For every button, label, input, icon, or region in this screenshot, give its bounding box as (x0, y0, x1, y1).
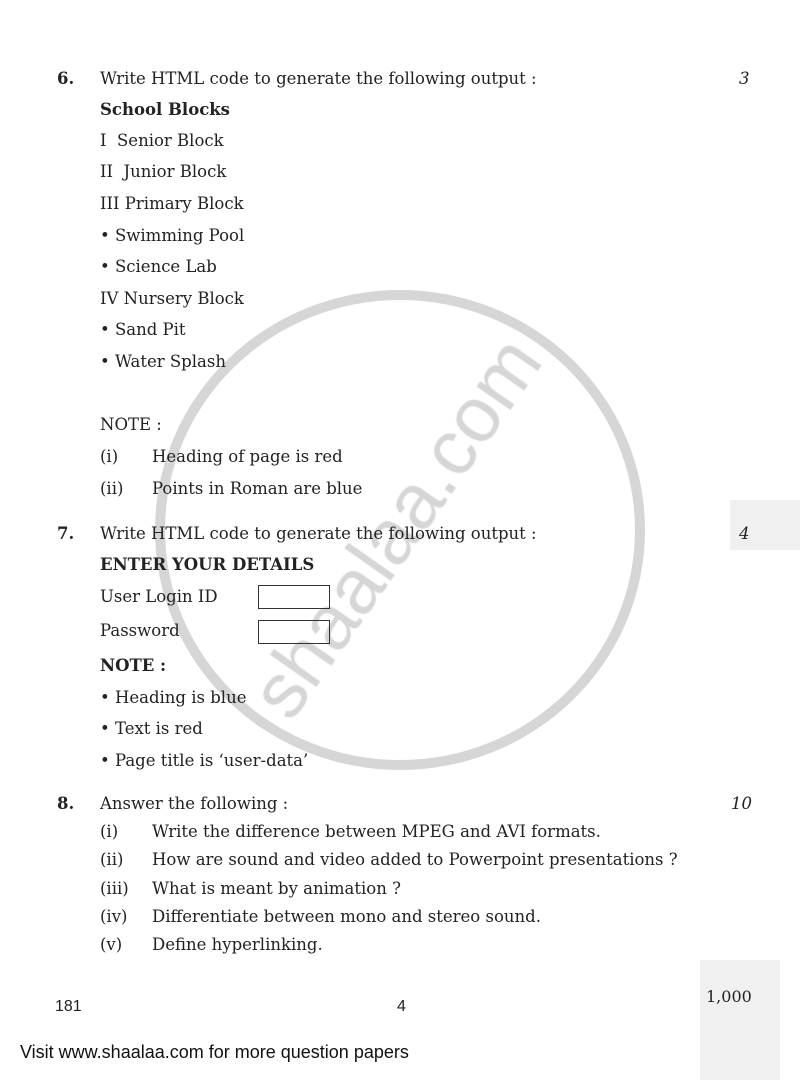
output-heading: School Blocks (100, 100, 230, 119)
visit-link[interactable]: Visit www.shaalaa.com for more question papers (20, 1042, 409, 1062)
question-number: 7. (57, 524, 75, 543)
part-num: (v) (100, 935, 123, 954)
part-num: (ii) (100, 850, 124, 869)
part-text: What is meant by animation ? (152, 879, 401, 898)
part-num: (iv) (100, 907, 128, 926)
part-text: How are sound and video added to Powerpoint presentations ? (152, 850, 678, 869)
output-item: • Sand Pit (100, 320, 186, 339)
note-label: NOTE : (100, 415, 162, 434)
output-item: • Water Splash (100, 352, 226, 371)
output-item: II Junior Block (100, 162, 227, 181)
note-text: Heading of page is red (152, 447, 343, 466)
note-num: (ii) (100, 479, 124, 498)
output-item: IV Nursery Block (100, 289, 244, 308)
scan-smudge (700, 960, 780, 1080)
output-item: III Primary Block (100, 194, 244, 213)
question-number: 6. (57, 69, 75, 88)
note-text: Points in Roman are blue (152, 479, 363, 498)
output-heading: ENTER YOUR DETAILS (100, 555, 315, 574)
note-item: • Page title is ‘user-data’ (100, 751, 309, 770)
question-prompt: Write HTML code to generate the following output : (100, 69, 537, 88)
page-number: 4 (397, 998, 406, 1015)
field-label: User Login ID (100, 587, 218, 606)
password-box (258, 620, 330, 644)
print-count: 1,000 (706, 987, 752, 1006)
part-text: Define hyperlinking. (152, 935, 323, 954)
question-marks: 4 (739, 524, 750, 543)
part-text: Write the difference between MPEG and AVI formats. (152, 822, 601, 841)
question-prompt: Answer the following : (100, 794, 289, 813)
note-num: (i) (100, 447, 119, 466)
part-text: Differentiate between mono and stereo sound. (152, 907, 541, 926)
note-item: • Heading is blue (100, 688, 247, 707)
output-item: • Swimming Pool (100, 226, 245, 245)
output-item: • Science Lab (100, 257, 217, 276)
part-num: (iii) (100, 879, 129, 898)
question-marks: 3 (739, 69, 750, 88)
part-num: (i) (100, 822, 119, 841)
paper-code: 181 (55, 998, 82, 1015)
question-prompt: Write HTML code to generate the following output : (100, 524, 537, 543)
user-login-box (258, 585, 330, 609)
field-label: Password (100, 621, 180, 640)
question-number: 8. (57, 794, 75, 813)
note-label: NOTE : (100, 656, 167, 675)
note-item: • Text is red (100, 719, 203, 738)
output-item: I Senior Block (100, 131, 224, 150)
question-marks: 10 (731, 794, 752, 813)
